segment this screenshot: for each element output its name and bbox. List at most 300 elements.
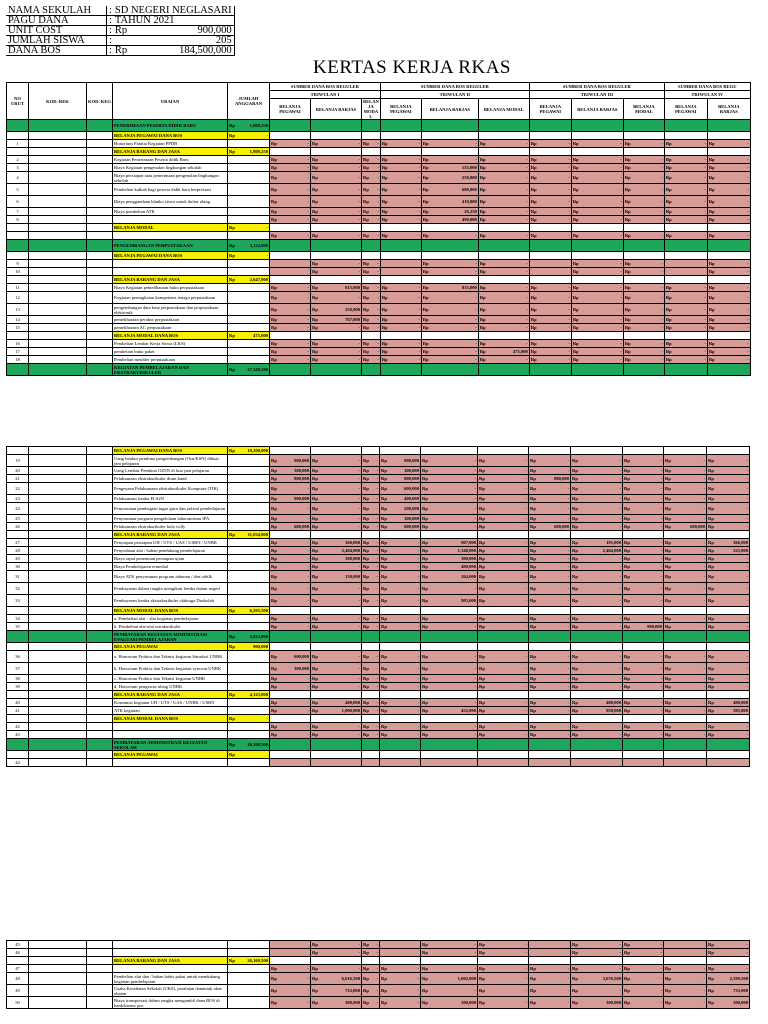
amount-cell [270,631,311,643]
amount-cell [421,216,478,224]
currency-label: Rp [572,684,578,689]
currency-label: Rp [312,564,318,569]
table-row [7,196,751,208]
amount-cell [707,447,750,455]
amount-value: - [661,285,663,290]
row-kode-rek [29,699,87,707]
amount-cell [421,276,478,284]
amount-cell [478,683,529,691]
amount-cell [571,563,623,571]
row-kode-rek [29,324,87,332]
currency-label: Rp [708,616,714,621]
amount-cell [362,132,381,140]
currency-label: Rp [479,516,485,521]
amount-cell [478,751,529,759]
currency-label: Rp [422,506,428,511]
amount-cell [311,683,362,691]
row-number: 31 [7,571,29,583]
row-kode-rek [29,957,87,965]
row-number: 37 [7,663,29,675]
amount-value: - [704,141,706,146]
currency-label: Rp [479,666,485,671]
amount-cell [571,148,623,156]
amount-value: - [418,141,420,146]
amount-cell [478,723,529,731]
amount-value: - [307,556,309,561]
currency-label: Rp [572,966,578,971]
amount-value: - [376,556,378,561]
currency-label: Rp [708,325,715,330]
amount-cell [270,148,311,156]
currency-label: Rp [479,966,485,971]
subtotal-row [7,643,750,651]
amount-value: - [474,676,476,681]
currency-label: Rp [624,217,631,222]
amount-value: - [475,341,477,346]
amount-cell [380,475,421,483]
currency-label: Rp [708,524,714,529]
amount-cell [664,547,707,555]
amount-cell [311,563,362,571]
amount-cell [571,216,623,224]
amount-value: - [746,950,748,955]
table-row [7,232,751,240]
currency-label: Rp [572,486,578,491]
amount-value: - [358,141,360,146]
header-label: DANA BOS [6,46,107,56]
amount-value: - [526,285,528,290]
amount-value: - [376,684,378,689]
row-kode-keg [87,563,113,571]
currency-label: Rp [665,524,671,529]
currency-label: Rp [530,724,536,729]
amount-value: - [703,676,705,681]
row-jumlah [228,475,270,483]
amount-cell [623,607,664,615]
amount-cell [623,224,664,232]
currency-label: Rp [229,277,235,282]
amount-cell [571,623,623,631]
currency-label: Rp [665,966,671,971]
currency-label: Rp [530,524,536,529]
currency-label: Rp [479,187,486,192]
amount-cell [571,184,623,196]
amount-cell [478,985,529,997]
amount-value: - [568,317,570,322]
amount-value: - [307,988,309,993]
row-uraian: b. Pembelian alat-alat estrakurikuler [113,623,228,631]
table-row [7,941,750,949]
amount-value: - [620,325,622,330]
amount-value: - [704,285,706,290]
currency-label: Rp [708,708,714,713]
amount-value: - [377,209,379,214]
currency-label: Rp [624,966,630,971]
col-tw2-modal: BELANJA MODAL [478,99,529,120]
currency-label: Rp [381,684,387,689]
amount-cell [664,120,707,132]
amount-value: - [376,540,378,545]
amount-cell [380,140,421,148]
amount-value: 600,000 [554,524,569,529]
col-tw1-modal: BELAN JA MODA L [363,99,379,119]
amount-value: - [526,325,528,330]
row-kode-keg [87,172,113,184]
currency-label: Rp [572,1000,578,1005]
amount-value: - [660,976,662,981]
amount-value: - [567,966,569,971]
row-jumlah [228,284,270,292]
row-kode-keg [87,447,113,455]
amount-cell [707,240,750,252]
currency-label: Rp [665,586,671,591]
amount-cell [623,148,664,156]
currency-label: Rp [312,548,318,553]
amount-cell [707,475,750,483]
amount-cell [664,651,707,663]
row-jumlah [228,260,270,268]
amount-value: - [358,165,360,170]
amount-value: - [358,654,360,659]
row-kode-keg [87,148,113,156]
currency-label: Rp [363,307,369,312]
currency-label: Rp [479,724,485,729]
currency-label: Rp [624,357,631,362]
amount-value: - [661,317,663,322]
amount-cell [529,631,571,643]
amount-cell [529,232,571,240]
currency-label: Rp [624,341,631,346]
currency-label: Rp [312,598,318,603]
currency-label: Rp [572,654,578,659]
row-kode-keg [87,164,113,172]
row-uraian: a. Pembelian alat - alat kegiatan pembelajaran [113,615,228,623]
currency-label: Rp [422,540,428,545]
amount-value: 600,000 [294,654,309,659]
amount-value: - [704,209,706,214]
currency-label: Rp [271,556,277,561]
currency-label: Rp [665,624,671,629]
amount-value: - [417,732,419,737]
amount-value: - [525,556,527,561]
currency-label: Rp [381,468,387,473]
amount-value: - [358,950,360,955]
currency-label: Rp [422,548,428,553]
currency-label: Rp [479,141,486,146]
amount-cell [270,623,311,631]
row-kode-rek [29,707,87,715]
amount-cell [362,184,381,196]
amount-value: - [567,1000,569,1005]
col-no: NO URUT [7,83,29,120]
amount-value: - [526,269,528,274]
amount-cell [478,364,529,376]
amount-value: - [567,540,569,545]
row-kode-rek [29,467,87,475]
currency-label: Rp [422,516,428,521]
currency-label: Rp [381,187,388,192]
amount-value: - [703,616,705,621]
amount-value: 5,023,000 [249,634,268,639]
amount-cell [421,751,478,759]
row-number [7,447,29,455]
currency-label: Rp [271,506,277,511]
amount-value: 733,000 [345,988,360,993]
amount-value: 475,000 [512,349,528,354]
amount-value: - [358,175,360,180]
amount-value: - [620,317,622,322]
amount-value: - [619,676,621,681]
amount-value: - [525,616,527,621]
currency-label: Rp [624,458,630,463]
row-jumlah [228,455,270,467]
currency-label: Rp [479,458,485,463]
amount-cell [270,196,311,208]
amount-cell [478,332,529,340]
subtotal-row [7,715,750,723]
amount-value: 155,000 [461,165,477,170]
amount-cell [707,563,750,571]
amount-cell [421,985,478,997]
row-number: 35 [7,623,29,631]
currency-label: Rp [363,516,369,521]
amount-cell [380,607,421,615]
amount-cell [362,997,380,1009]
amount-cell [529,140,571,148]
amount-value: - [747,349,749,354]
amount-value: - [358,269,360,274]
amount-value: - [525,724,527,729]
row-uraian: Usaha Kesehatan Sekolah (UKS), peralatan danuntuk obat-obatan [113,985,228,997]
amount-value: - [376,732,378,737]
amount-cell [664,276,707,284]
amount-value: - [307,598,309,603]
amount-value: - [417,676,419,681]
currency-label: Rp [708,724,714,729]
row-uraian: KEGIATAN PEMBELAJARAN DAN EKSTRAKURIKULER [113,364,228,376]
amount-value: - [474,966,476,971]
amount-value: 410,000 [461,199,477,204]
amount-value: - [307,1000,309,1005]
amount-value: 3,676,500 [602,976,621,981]
currency-label: Rp [363,458,369,463]
amount-cell [362,156,381,164]
amount-value: - [377,349,379,354]
amount-cell [664,965,707,973]
header-sep: : [109,15,112,26]
amount-value: 300,000 [461,1000,476,1005]
amount-cell [270,156,311,164]
amount-value: - [474,724,476,729]
amount-value: 2,404,000 [341,548,360,553]
amount-value: - [525,624,527,629]
amount-value: - [358,684,360,689]
row-kode-rek [29,156,87,164]
row-jumlah [228,531,270,539]
row-kode-keg [87,132,113,140]
amount-value: 1,348,000 [457,548,476,553]
amount-value: - [358,676,360,681]
amount-value: - [747,325,749,330]
amount-value: 6,016,500 [341,976,360,981]
amount-cell [311,751,362,759]
amount-value: - [307,233,309,238]
currency-label: Rp [708,548,714,553]
currency-label: Rp [708,165,715,170]
table-row [7,523,750,531]
amount-cell [380,675,421,683]
amount-cell [707,715,750,723]
row-kode-keg [87,316,113,324]
amount-value: 10,200,000 [247,448,268,453]
amount-cell [270,284,311,292]
row-kode-keg [87,583,113,595]
row-kode-rek [29,663,87,675]
amount-cell [529,483,571,495]
row-uraian: BELANJA BARANG DAN JASA [113,148,228,156]
amount-cell [529,643,571,651]
currency-label: Rp [312,199,318,204]
currency-label: Rp [665,1000,671,1005]
currency-label: Rp [363,586,369,591]
currency-label: Rp [312,341,318,346]
amount-value: - [747,341,749,346]
amount-value: - [747,217,749,222]
amount-value: 130,000 [345,574,360,579]
row-uraian: BELANJA MODAL DANA BOS [113,332,228,340]
currency-label: Rp [312,285,318,290]
currency-label: Rp [312,942,318,947]
amount-cell [311,356,362,364]
amount-cell [421,571,478,583]
amount-cell [478,252,529,260]
subtotal-row [7,276,751,284]
amount-cell [311,523,362,531]
currency-label: Rp [708,676,714,681]
subtotal-row [7,957,750,965]
currency-label: Rp [312,458,318,463]
amount-cell [362,447,380,455]
amount-value: 490,000 [461,217,477,222]
amount-value: - [475,307,477,312]
header-sep: : [109,45,112,56]
amount-value: - [525,666,527,671]
amount-value: - [377,199,379,204]
amount-cell [623,216,664,224]
amount-value: - [620,357,622,362]
amount-cell [529,316,571,324]
amount-value: - [704,157,706,162]
header-label: PAGU DANA [6,16,107,26]
amount-value: - [620,269,622,274]
header-value-text: Rp [114,25,128,36]
row-kode-rek [29,284,87,292]
amount-value: - [475,349,477,354]
currency-label: Rp [530,966,536,971]
amount-cell [664,949,707,957]
row-kode-keg [87,723,113,731]
amount-cell [571,997,623,1009]
amount-cell [707,675,750,683]
amount-value: - [525,458,527,463]
amount-cell [529,260,571,268]
row-kode-keg [87,364,113,376]
amount-cell [362,985,380,997]
amount-cell [707,941,750,949]
amount-value: - [526,233,528,238]
amount-cell [707,224,750,232]
currency-label: Rp [381,325,388,330]
amount-value: 300,000 [461,556,476,561]
currency-label: Rp [665,684,671,689]
amount-cell [362,941,380,949]
row-kode-keg [87,985,113,997]
amount-cell [623,539,664,547]
currency-label: Rp [624,199,631,204]
currency-label: Rp [312,700,318,705]
amount-value: - [746,616,748,621]
currency-label: Rp [665,700,671,705]
amount-cell [270,715,311,723]
amount-cell [529,292,571,304]
amount-cell [478,539,529,547]
amount-cell [707,252,750,260]
amount-cell [270,216,311,224]
amount-value: 11,034,000 [247,532,268,537]
amount-cell [707,997,750,1009]
amount-cell [571,631,623,643]
amount-value: - [475,295,477,300]
amount-cell [478,615,529,623]
amount-cell [311,759,362,767]
amount-cell [421,531,478,539]
amount-value: - [525,524,527,529]
row-kode-rek [29,140,87,148]
amount-value: - [703,624,705,629]
row-number: 49 [7,985,29,997]
amount-cell [362,268,381,276]
amount-cell [270,252,311,260]
amount-cell [623,292,664,304]
currency-label: Rp [479,233,486,238]
amount-cell [362,739,380,751]
amount-value: - [660,724,662,729]
amount-cell [707,739,750,751]
currency-label: Rp [530,317,537,322]
currency-label: Rp [708,307,715,312]
amount-cell [707,973,750,985]
amount-value: - [661,261,663,266]
amount-value: - [747,357,749,362]
row-uraian: BELANJA PEGAWAI DANA BOS [113,132,228,140]
row-jumlah [228,751,270,759]
amount-cell [571,467,623,475]
amount-value: 4,123,000 [249,692,268,697]
amount-cell [421,224,478,232]
currency-label: Rp [363,942,369,947]
amount-cell [664,148,707,156]
row-uraian: BELANJA PEGAWAI [113,751,228,759]
amount-cell [664,503,707,515]
currency-label: Rp [572,468,578,473]
row-jumlah [228,156,270,164]
amount-cell [311,675,362,683]
amount-cell [529,675,571,683]
amount-cell [707,759,750,767]
amount-value: - [376,708,378,713]
currency-label: Rp [422,942,428,947]
currency-label: Rp [572,307,579,312]
